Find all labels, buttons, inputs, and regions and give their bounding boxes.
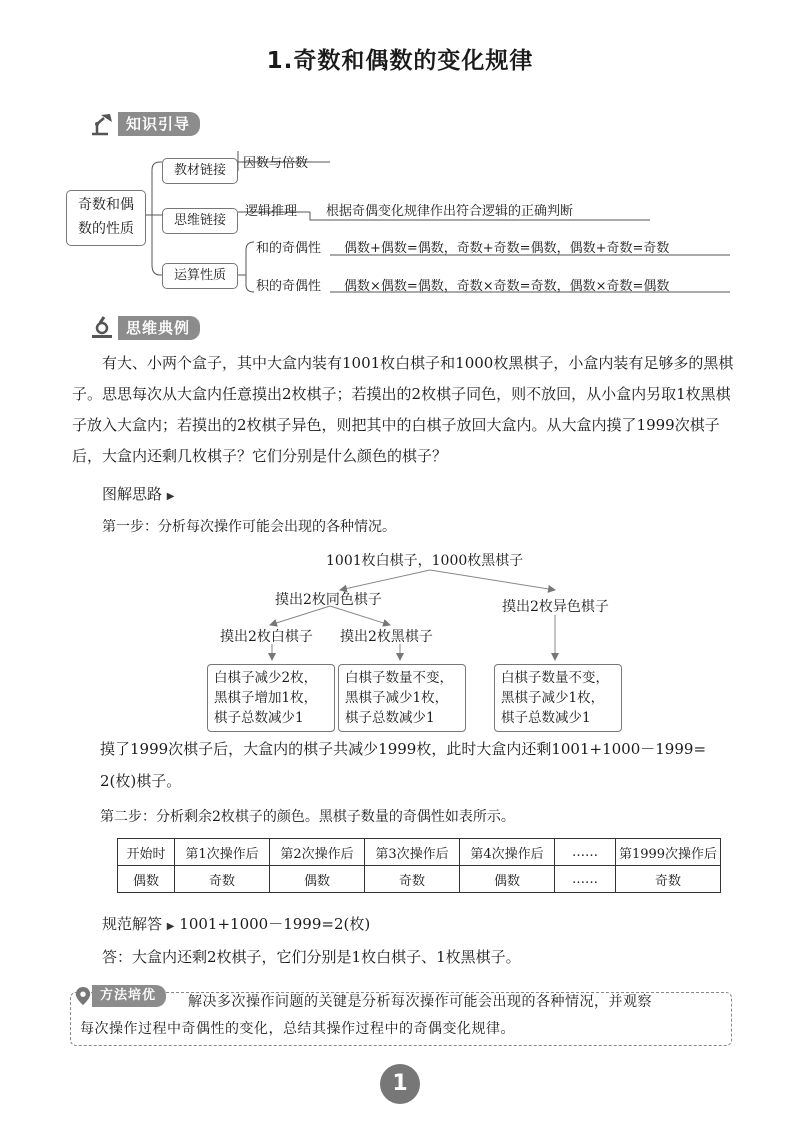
flow-result-line: 棋子总数减少1 [501, 710, 591, 726]
section-tag-label: 方法培优 [92, 985, 166, 1007]
table-row [118, 866, 721, 893]
table-cell: 偶数 [118, 866, 175, 893]
section-tag-method [74, 984, 166, 1008]
answer: 答：大盒内还剩2枚棋子，它们分别是1枚白棋子、1枚黑棋子。 [102, 948, 521, 966]
flow-result-white [207, 664, 335, 732]
mindmap-branch-operations: 运算性质 [162, 263, 238, 289]
flow-start: 1001枚白棋子，1000枚黑棋子 [326, 553, 524, 569]
table-cell: …… [555, 866, 616, 893]
table-cell: 偶数 [270, 866, 365, 893]
mindmap-sum-parity-text: 偶数+偶数=偶数，奇数+奇数=偶数，偶数+奇数=奇数 [344, 241, 670, 256]
diagram-label-text: 图解思路 [102, 485, 163, 503]
desk-lamp-icon [88, 112, 118, 136]
table-cell: 奇数 [365, 866, 460, 893]
remaining-count-line2: 2(枚)棋子。 [100, 772, 182, 790]
mindmap-root [66, 190, 146, 246]
flow-result-line: 黑棋子减少1枚， [345, 690, 449, 706]
flow-result-line: 白棋子数量不变， [345, 670, 453, 686]
mindmap-root-line2: 数的性质 [78, 221, 134, 237]
table-header-cell: 开始时 [118, 839, 175, 866]
table-header-cell: …… [555, 839, 616, 866]
flow-result-line: 黑棋子减少1枚， [501, 690, 605, 706]
table-cell: 奇数 [616, 866, 721, 893]
remaining-count-line1: 摸了1999次棋子后，大盒内的棋子共减少1999枚，此时大盒内还剩1001+1000－1999= [100, 740, 707, 758]
location-pin-icon [74, 985, 92, 1007]
parity-table [117, 838, 721, 893]
table-header-cell: 第3次操作后 [365, 839, 460, 866]
problem-statement: 有大、小两个盒子，其中大盒内装有1001枚白棋子和1000枚黑棋子，小盒内装有足够多的黑棋子。思思每次从大盒内任意摸出2枚棋子；若摸出的2枚棋子同色，则不放回，从小盒内另取1枚黑棋子放入大盒内；若摸出的2枚棋子异色，则把其中的白棋子放回大盒内。从大盒内摸了1999次棋子后，大盒内还剩几枚棋子？它们分别是什么颜色的棋子？ [72, 354, 734, 465]
section-tag-label: 思维典例 [118, 316, 200, 340]
flow-different-color: 摸出2枚异色棋子 [502, 599, 609, 615]
table-header-row [118, 839, 721, 866]
solution-expression: 1001+1000－1999=2(枚) [179, 915, 371, 933]
mindmap-product-parity-label: 积的奇偶性 [256, 279, 322, 294]
flow-result-different [494, 664, 622, 732]
mindmap-branch-thinking-sub: 逻辑推理 [245, 204, 298, 219]
table-header-cell: 第1999次操作后 [616, 839, 721, 866]
flow-two-black: 摸出2枚黑棋子 [340, 629, 433, 645]
flow-result-line: 棋子总数减少1 [345, 710, 435, 726]
mindmap-product-parity-text: 偶数×偶数=偶数，奇数×奇数=奇数，偶数×奇数=偶数 [344, 279, 670, 294]
method-text-line2: 每次操作过程中奇偶性的变化，总结其操作过程中的奇偶变化规律。 [80, 1021, 515, 1037]
triangle-right-icon: ▶ [166, 491, 175, 502]
mindmap-root-line1: 奇数和偶 [78, 197, 134, 213]
step-two: 第二步：分析剩余2枚棋子的颜色。黑棋子数量的奇偶性如表所示。 [100, 809, 515, 825]
mindmap-branch-thinking-text: 根据奇偶变化规律作出符合逻辑的正确判断 [326, 204, 574, 219]
table-cell: 偶数 [460, 866, 555, 893]
solution [102, 913, 370, 934]
flow-two-white: 摸出2枚白棋子 [220, 629, 313, 645]
step-one: 第一步：分析每次操作可能会出现的各种情况。 [102, 519, 396, 535]
mindmap-branch-textbook-text: 因数与倍数 [243, 156, 309, 171]
flow-result-line: 白棋子数量不变， [501, 670, 609, 686]
flow-result-line: 棋子总数减少1 [214, 710, 304, 726]
solution-label: 规范解答 [102, 915, 163, 933]
table-header-cell: 第2次操作后 [270, 839, 365, 866]
flow-result-line: 黑棋子增加1枚， [214, 690, 318, 706]
section-tag-example [88, 316, 200, 340]
flow-result-black [338, 664, 466, 732]
page-number: 1 [380, 1064, 420, 1104]
table-header-cell: 第1次操作后 [175, 839, 270, 866]
mindmap-branch-thinking: 思维链接 [162, 208, 238, 234]
diagram-label [102, 483, 175, 504]
table-header-cell: 第4次操作后 [460, 839, 555, 866]
mindmap-branch-textbook: 教材链接 [162, 158, 238, 184]
method-text-line1: 解决多次操作问题的关键是分析每次操作可能会出现的各种情况，并观察 [188, 994, 652, 1010]
microscope-icon [88, 316, 118, 340]
flow-result-line: 白棋子减少2枚， [214, 670, 318, 686]
page-title: 1.奇数和偶数的变化规律 [266, 48, 534, 74]
triangle-right-icon: ▶ [166, 921, 175, 932]
section-tag-knowledge [88, 112, 200, 136]
section-tag-label: 知识引导 [118, 112, 200, 136]
table-cell: 奇数 [175, 866, 270, 893]
mindmap-sum-parity-label: 和的奇偶性 [256, 241, 322, 256]
flow-same-color: 摸出2枚同色棋子 [275, 592, 382, 608]
